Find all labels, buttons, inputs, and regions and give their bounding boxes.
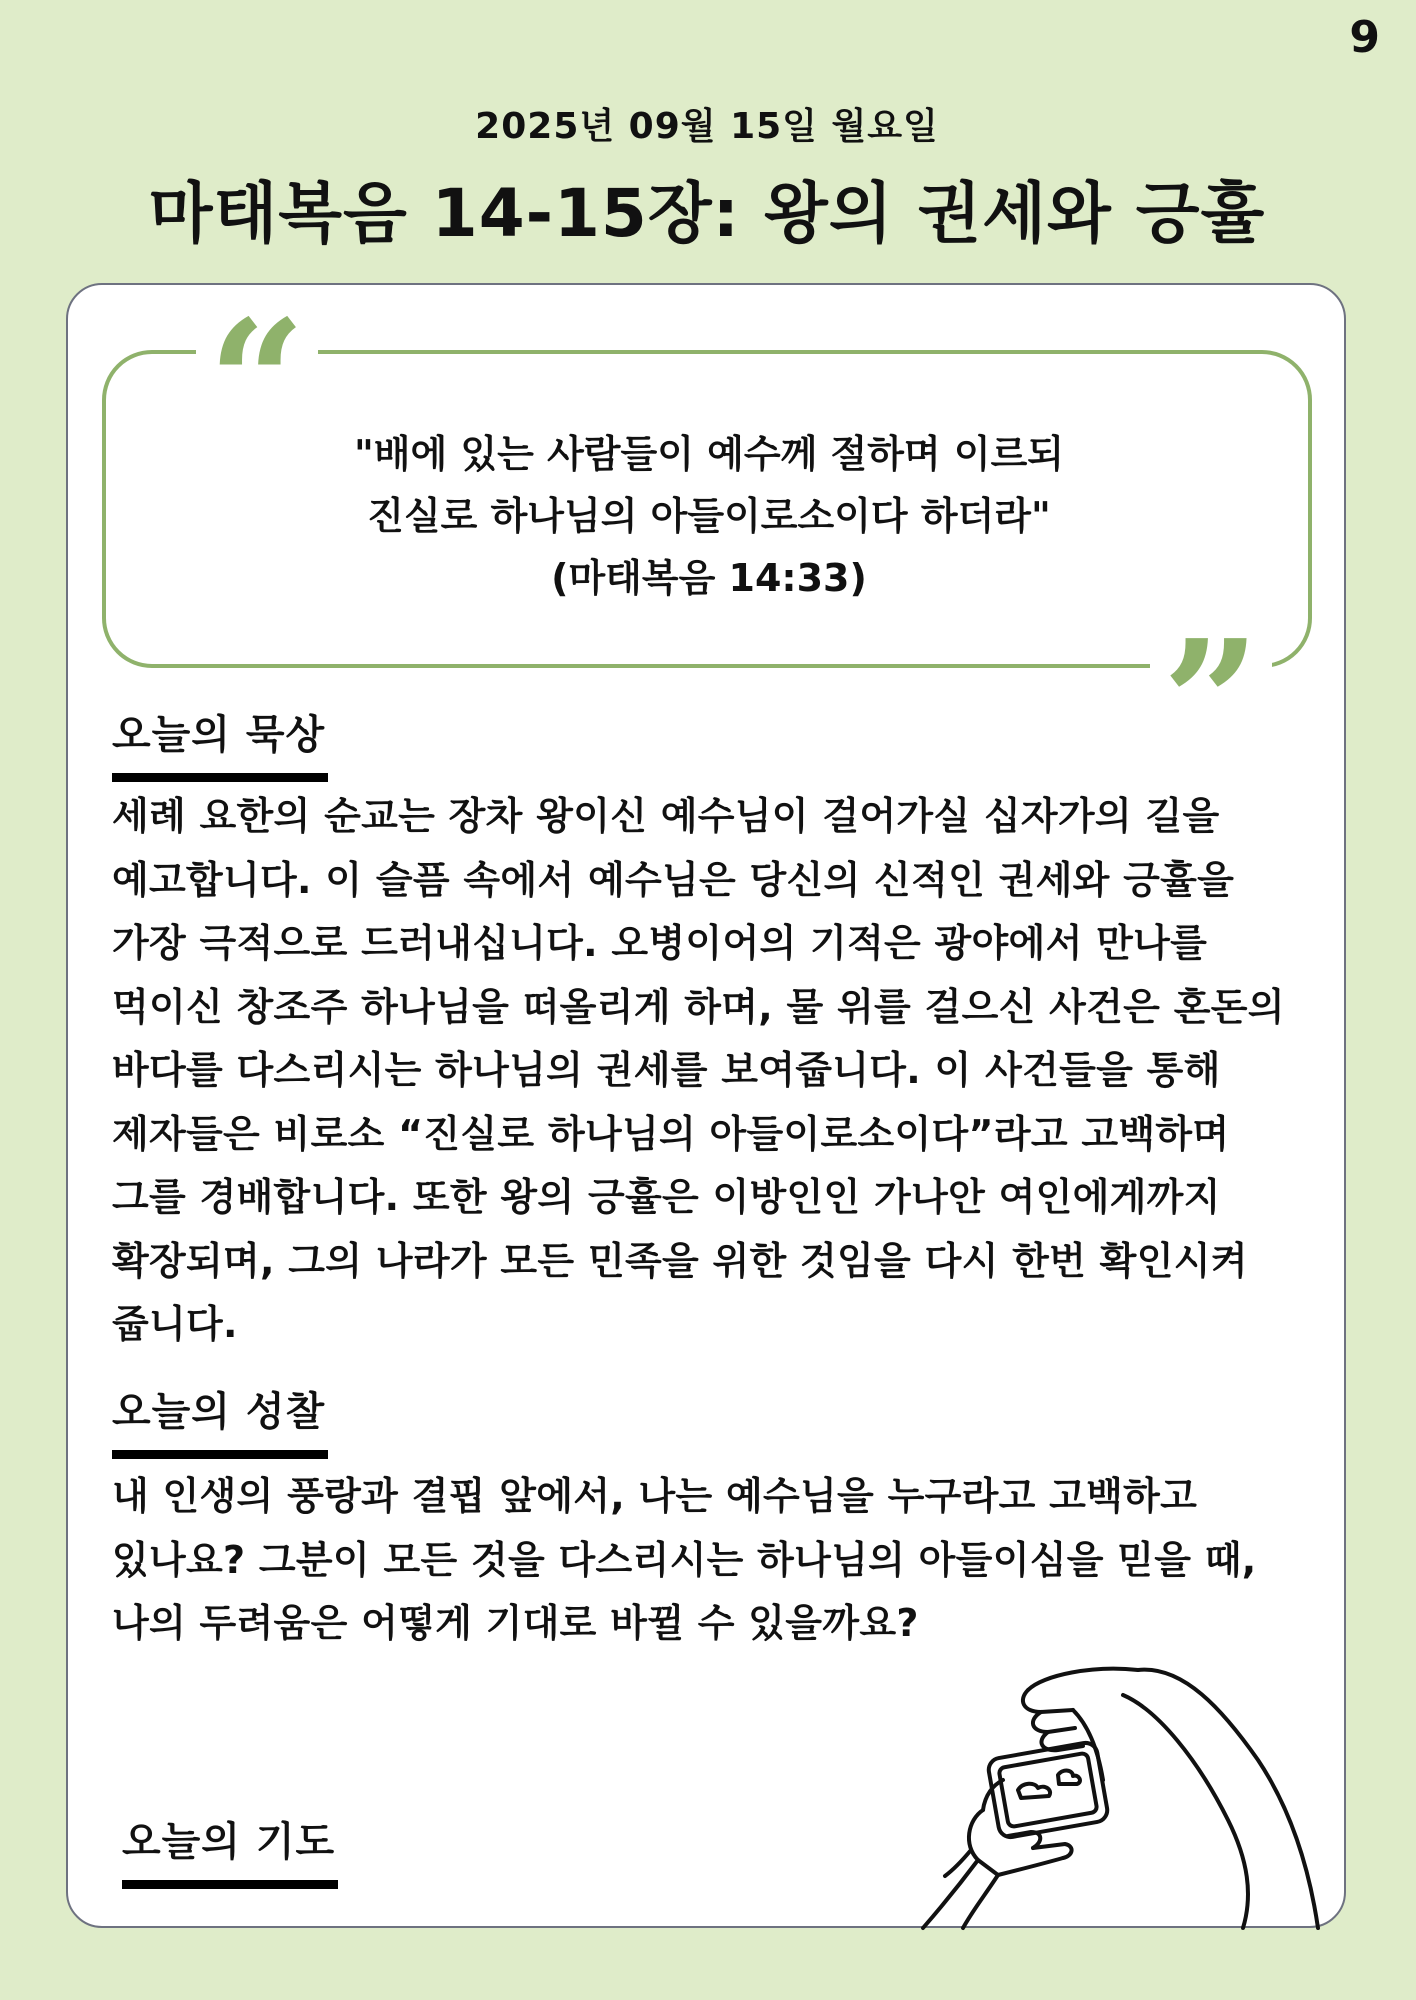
devotion-card [66, 283, 1346, 1928]
meditation-heading: 오늘의 묵상 [112, 703, 325, 770]
page-title: 마태복음 14-15장: 왕의 권세와 긍휼 [148, 175, 1266, 252]
page-number: 9 [1349, 12, 1380, 63]
open-quote-icon: “ [196, 308, 318, 400]
scripture-quote [2, 423, 1416, 609]
meditation-text: 세례 요한의 순교는 장차 왕이신 예수님이 걸어가실 십자가의 길을 예고합니다. 이 슬픔 속에서 예수님은 당신의 신적인 권세와 긍휼을 가장 극적으로 드러내십니다. 오병이어의 기적은 광야에서 만나를 먹이신 창조주 하나님을 떠올리게 하며, 물 위를 걸으신 사건은 혼돈의 바다를 다스리시는 하나님의 권세를 보여줍니다. 이 사건들을 통해 제자들은 비로소 “진실로 하나님의 아들이로소이다”라고 고백하며 그를 경배합니다. 또한 왕의 긍휼은 이방인인 가나안 여인에게까지 확장되며, 그의 나라가 모든 민족을 위한 것임을 다시 한번 확인시켜 줍니다. [112, 794, 1285, 1346]
quote-line-1: "배에 있는 사람들이 예수께 절하며 이르되 [354, 432, 1064, 476]
reflection-text: 내 인생의 풍랑과 결핍 앞에서, 나는 예수님을 누구라고 고백하고 있나요? 그분이 모든 것을 다스리시는 하나님의 아들이심을 믿을 때, 나의 두려움은 어떻게 기대로 바뀔 수 있을까요? [112, 1474, 1257, 1645]
close-quote-icon: ” [1150, 614, 1272, 714]
quote-line-2: 진실로 하나님의 아들이로소이다 하더라" [367, 494, 1051, 538]
prayer-heading: 오늘의 기도 [122, 1810, 335, 1877]
date-label: 2025년 09월 15일 월요일 [475, 106, 939, 147]
quote-reference: (마태복음 14:33) [551, 556, 867, 600]
reflection-heading: 오늘의 성찰 [112, 1380, 325, 1447]
hands-phone-illustration [923, 1670, 1348, 1930]
